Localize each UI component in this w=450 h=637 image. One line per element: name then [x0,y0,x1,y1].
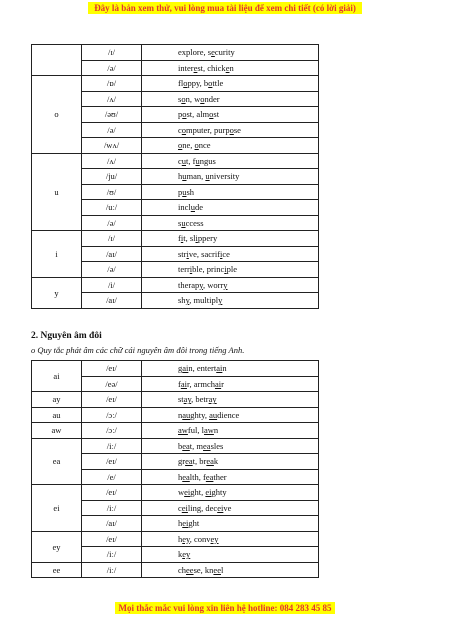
underlined-letters: y [218,295,223,306]
example-text: e [178,47,182,58]
example-cell [142,138,319,154]
example-text: t, m [189,440,204,451]
ipa-cell: /e/ [82,469,142,485]
letter-cell: u [32,153,82,231]
underlined-letters: y [199,279,203,290]
example-text: ve [223,502,232,513]
ipa-cell: /aɪ/ [82,516,142,532]
underlined-letters: ey [182,533,190,544]
example-text: fl [178,78,184,89]
table-row [32,45,319,61]
example-text: k [178,549,183,560]
ipa-cell: /i/ [82,277,142,293]
underlined-letters: y [185,295,190,306]
example-text: n [222,363,227,374]
underlined-letters: aw [178,425,188,436]
example-text: ppy, b [187,78,209,89]
ipa-cell: /əʊ/ [82,107,142,123]
example-text: x [181,47,187,58]
vowel-table [31,44,319,309]
underlined-letters: ei [181,502,188,513]
ipa-cell: /ə/ [82,262,142,278]
example-text: str [178,248,187,259]
underlined-letters: ai [216,363,223,374]
example-text: gr [178,456,186,467]
ipa-cell: /ʌ/ [82,91,142,107]
example-cell [142,423,319,439]
example-text: ccess [185,217,204,228]
example-cell [142,231,319,247]
table-row [32,423,319,439]
example-cell [142,531,319,547]
example-cell [142,122,319,138]
table-row [32,562,319,578]
diphthong-table-body [32,361,319,578]
hotline-banner: Mọi thắc mắc vui lòng xin liên hệ hotline: 084 283 45 85 [115,602,335,614]
ipa-cell: /iː/ [82,562,142,578]
example-text: ch [178,564,187,575]
example-text: therap [178,279,200,290]
example-cell [142,153,319,169]
example-text: nce [198,140,211,151]
underlined-letters: o [200,93,205,104]
underlined-letters: ei [184,487,191,498]
example-text: sles [210,440,224,451]
example-text: e [199,47,204,58]
example-cell [142,215,319,231]
example-text: st [178,394,184,405]
ipa-cell: /aɪ/ [82,246,142,262]
example-text: o [192,47,197,58]
example-text: n, entert [188,363,217,374]
preview-banner: Đây là bản xem thử, vui lòng mua tài liệu để xem chi tiết (có lời giải) [88,2,362,14]
underlined-letters: u [195,155,200,166]
example-text: f [178,378,181,389]
ipa-cell: /ə/ [82,60,142,76]
letter-cell: i [32,231,82,278]
ipa-cell: /ə/ [82,122,142,138]
example-text: ttle [212,78,224,89]
example-text: l [190,47,193,58]
example-text: p [178,109,183,120]
letter-cell [32,45,82,76]
example-text: incl [178,202,191,213]
underlined-letters: e [193,62,198,73]
example-text: t, f [186,155,196,166]
table-row [32,231,319,247]
example-text: se [233,124,241,135]
ipa-cell: /eɪ/ [82,485,142,501]
example-text: mputer, purp [186,124,230,135]
letter-cell: y [32,277,82,308]
underlined-letters: i [186,248,189,259]
example-text: n [213,425,219,436]
underlined-letters: ei [217,502,224,513]
example-text: ght [188,518,200,529]
example-text: ble, princ [192,264,225,275]
example-cell [142,485,319,501]
example-text: ling, dec [187,502,218,513]
vowel-table-body [32,45,319,309]
underlined-letters: u [205,171,210,182]
example-text: curity [214,47,235,58]
ipa-cell: /ə/ [82,215,142,231]
example-text: h [178,471,183,482]
ipa-cell: /iː/ [82,438,142,454]
underlined-letters: au [209,409,218,420]
underlined-letters: u [182,171,187,182]
example-cell [142,562,319,578]
example-cell [142,200,319,216]
example-text: h [178,533,183,544]
example-cell [142,438,319,454]
example-text: , s [203,47,212,58]
example-text: ve, sacrif [188,248,221,259]
example-cell [142,361,319,377]
example-cell [142,246,319,262]
table-row [32,392,319,408]
example-text: r, armch [186,378,215,389]
example-cell [142,277,319,293]
table-row [32,407,319,423]
ipa-cell: /eə/ [82,376,142,392]
example-text: ghty, [190,409,210,420]
underlined-letters: ey [182,549,191,560]
example-cell [142,262,319,278]
example-text: se, kn [193,564,214,575]
example-text: c [178,502,182,513]
example-text: ppery [197,233,218,244]
example-text: lth, f [189,471,206,482]
example-text: ght, [190,487,206,498]
example-text: t, sl [183,233,196,244]
underlined-letters: ai [214,378,222,389]
underlined-letters: y [223,279,228,290]
ipa-cell: /ɪ/ [82,45,142,61]
example-text: sh [178,295,186,306]
table-row [32,438,319,454]
underlined-letters: u [190,202,195,213]
table-row [32,153,319,169]
example-text: , worr [202,279,224,290]
example-text: n [229,62,234,73]
underlined-letters: i [224,264,227,275]
ipa-cell: /iː/ [82,547,142,563]
example-text: ful, l [187,425,204,436]
example-text: de [195,202,204,213]
underlined-letters: ei [182,518,189,529]
underlined-letters: ea [203,440,211,451]
underlined-letters: o [208,78,213,89]
example-text: n, w [185,93,201,104]
underlined-letters: i [180,233,184,244]
example-text: c [178,155,182,166]
table-row [32,76,319,92]
underlined-letters: ea [185,456,193,467]
underlined-letters: ea [206,456,214,467]
example-cell [142,392,319,408]
example-text: n [178,409,183,420]
example-cell [142,91,319,107]
ipa-cell: /ɔː/ [82,423,142,439]
example-text: ghty [211,487,227,498]
underlined-letters: ee [186,564,194,575]
example-text: p [186,47,191,58]
underlined-letters: i [189,264,193,275]
example-text: man, [186,171,206,182]
example-cell [142,293,319,309]
underlined-letters: o [181,124,187,135]
underlined-letters: aw [203,425,214,436]
letter-cell: ay [32,392,82,408]
example-text: h [178,171,183,182]
section-title: 2. Nguyên âm đôi [31,331,102,341]
underlined-letters: o [194,140,199,151]
table-row [32,277,319,293]
example-text: c [178,124,182,135]
ipa-cell: /eɪ/ [82,361,142,377]
underlined-letters: ay [183,394,192,405]
example-text: sh [186,186,195,197]
underlined-letters: o [182,109,187,120]
ipa-cell: /eɪ/ [82,531,142,547]
underlined-letters: ea [182,471,190,482]
underlined-letters: ee [213,564,221,575]
example-cell [142,60,319,76]
example-cell [142,184,319,200]
ipa-cell: /ɪ/ [82,231,142,247]
underlined-letters: u [181,217,186,228]
underlined-letters: ea [205,471,214,482]
example-cell [142,407,319,423]
example-cell [142,454,319,470]
letter-cell: ee [32,562,82,578]
example-text: l [220,564,224,575]
underlined-letters: ai [182,363,189,374]
underlined-letters: ei [205,487,212,498]
example-text: r [196,47,200,58]
letter-cell: ai [32,361,82,392]
example-text: , betr [191,394,209,405]
ipa-cell: /ʊ/ [82,184,142,200]
ipa-cell: /wʌ/ [82,138,142,154]
ipa-cell: /eɪ/ [82,454,142,470]
underlined-letters: ea [182,440,190,451]
example-cell [142,469,319,485]
example-text: ther [213,471,227,482]
table-row [32,485,319,501]
ipa-cell: /ʌ/ [82,153,142,169]
underlined-letters: au [182,409,191,420]
ipa-cell: /eɪ/ [82,392,142,408]
example-text: , conv [189,533,211,544]
underlined-letters: i [195,233,198,244]
letter-cell: ea [32,438,82,485]
underlined-letters: u [182,186,187,197]
example-text: b [178,440,183,451]
example-cell [142,76,319,92]
example-text: g [178,363,183,374]
letter-cell: ey [32,531,82,562]
example-text: ngus [199,155,216,166]
example-text: ple [226,264,238,275]
underlined-letters: ai [180,378,187,389]
letter-cell: au [32,407,82,423]
underlined-letters: e [211,47,215,58]
example-text: s [178,217,182,228]
underlined-letters: u [181,155,187,166]
underlined-letters: ey [210,533,219,544]
example-text: st [213,109,220,120]
letter-cell: o [32,76,82,154]
example-text: r [221,378,224,389]
example-text: niversity [209,171,240,182]
example-text: terr [178,264,190,275]
underlined-letters: i [220,248,223,259]
diphthong-table [31,360,319,578]
letter-cell: ei [32,485,82,532]
underlined-letters: e [225,62,230,73]
example-cell [142,376,319,392]
example-text: dience [217,409,240,420]
example-text: w [178,487,185,498]
example-text: ce [222,248,230,259]
example-text: st, alm [186,109,210,120]
example-text: nder [204,93,220,104]
example-text: k [213,456,219,467]
example-cell [142,169,319,185]
example-text: p [178,186,183,197]
underlined-letters: o [178,140,183,151]
example-text: , multipl [189,295,219,306]
example-cell [142,516,319,532]
example-text: f [178,233,181,244]
example-text: ne, [182,140,195,151]
table-row [32,361,319,377]
underlined-letters: o [229,124,234,135]
ipa-cell: /ɔː/ [82,407,142,423]
underlined-letters: o [183,78,188,89]
table-row [32,531,319,547]
example-text: h [178,518,183,529]
example-cell [142,547,319,563]
example-text: inter [178,62,194,73]
example-text: t, br [192,456,207,467]
section-subtitle: o Quy tắc phát âm các chữ cái nguyên âm đôi trong tiếng Anh. [31,345,245,355]
ipa-cell: /ju/ [82,169,142,185]
underlined-letters: o [181,93,186,104]
underlined-letters: o [209,109,214,120]
example-text: st, chick [197,62,226,73]
example-cell [142,500,319,516]
ipa-cell: /aɪ/ [82,293,142,309]
ipa-cell: /iː/ [82,500,142,516]
example-cell [142,45,319,61]
ipa-cell: /uː/ [82,200,142,216]
example-text: s [178,93,182,104]
example-cell [142,107,319,123]
ipa-cell: /ɒ/ [82,76,142,92]
letter-cell: aw [32,423,82,439]
underlined-letters: ay [208,394,217,405]
